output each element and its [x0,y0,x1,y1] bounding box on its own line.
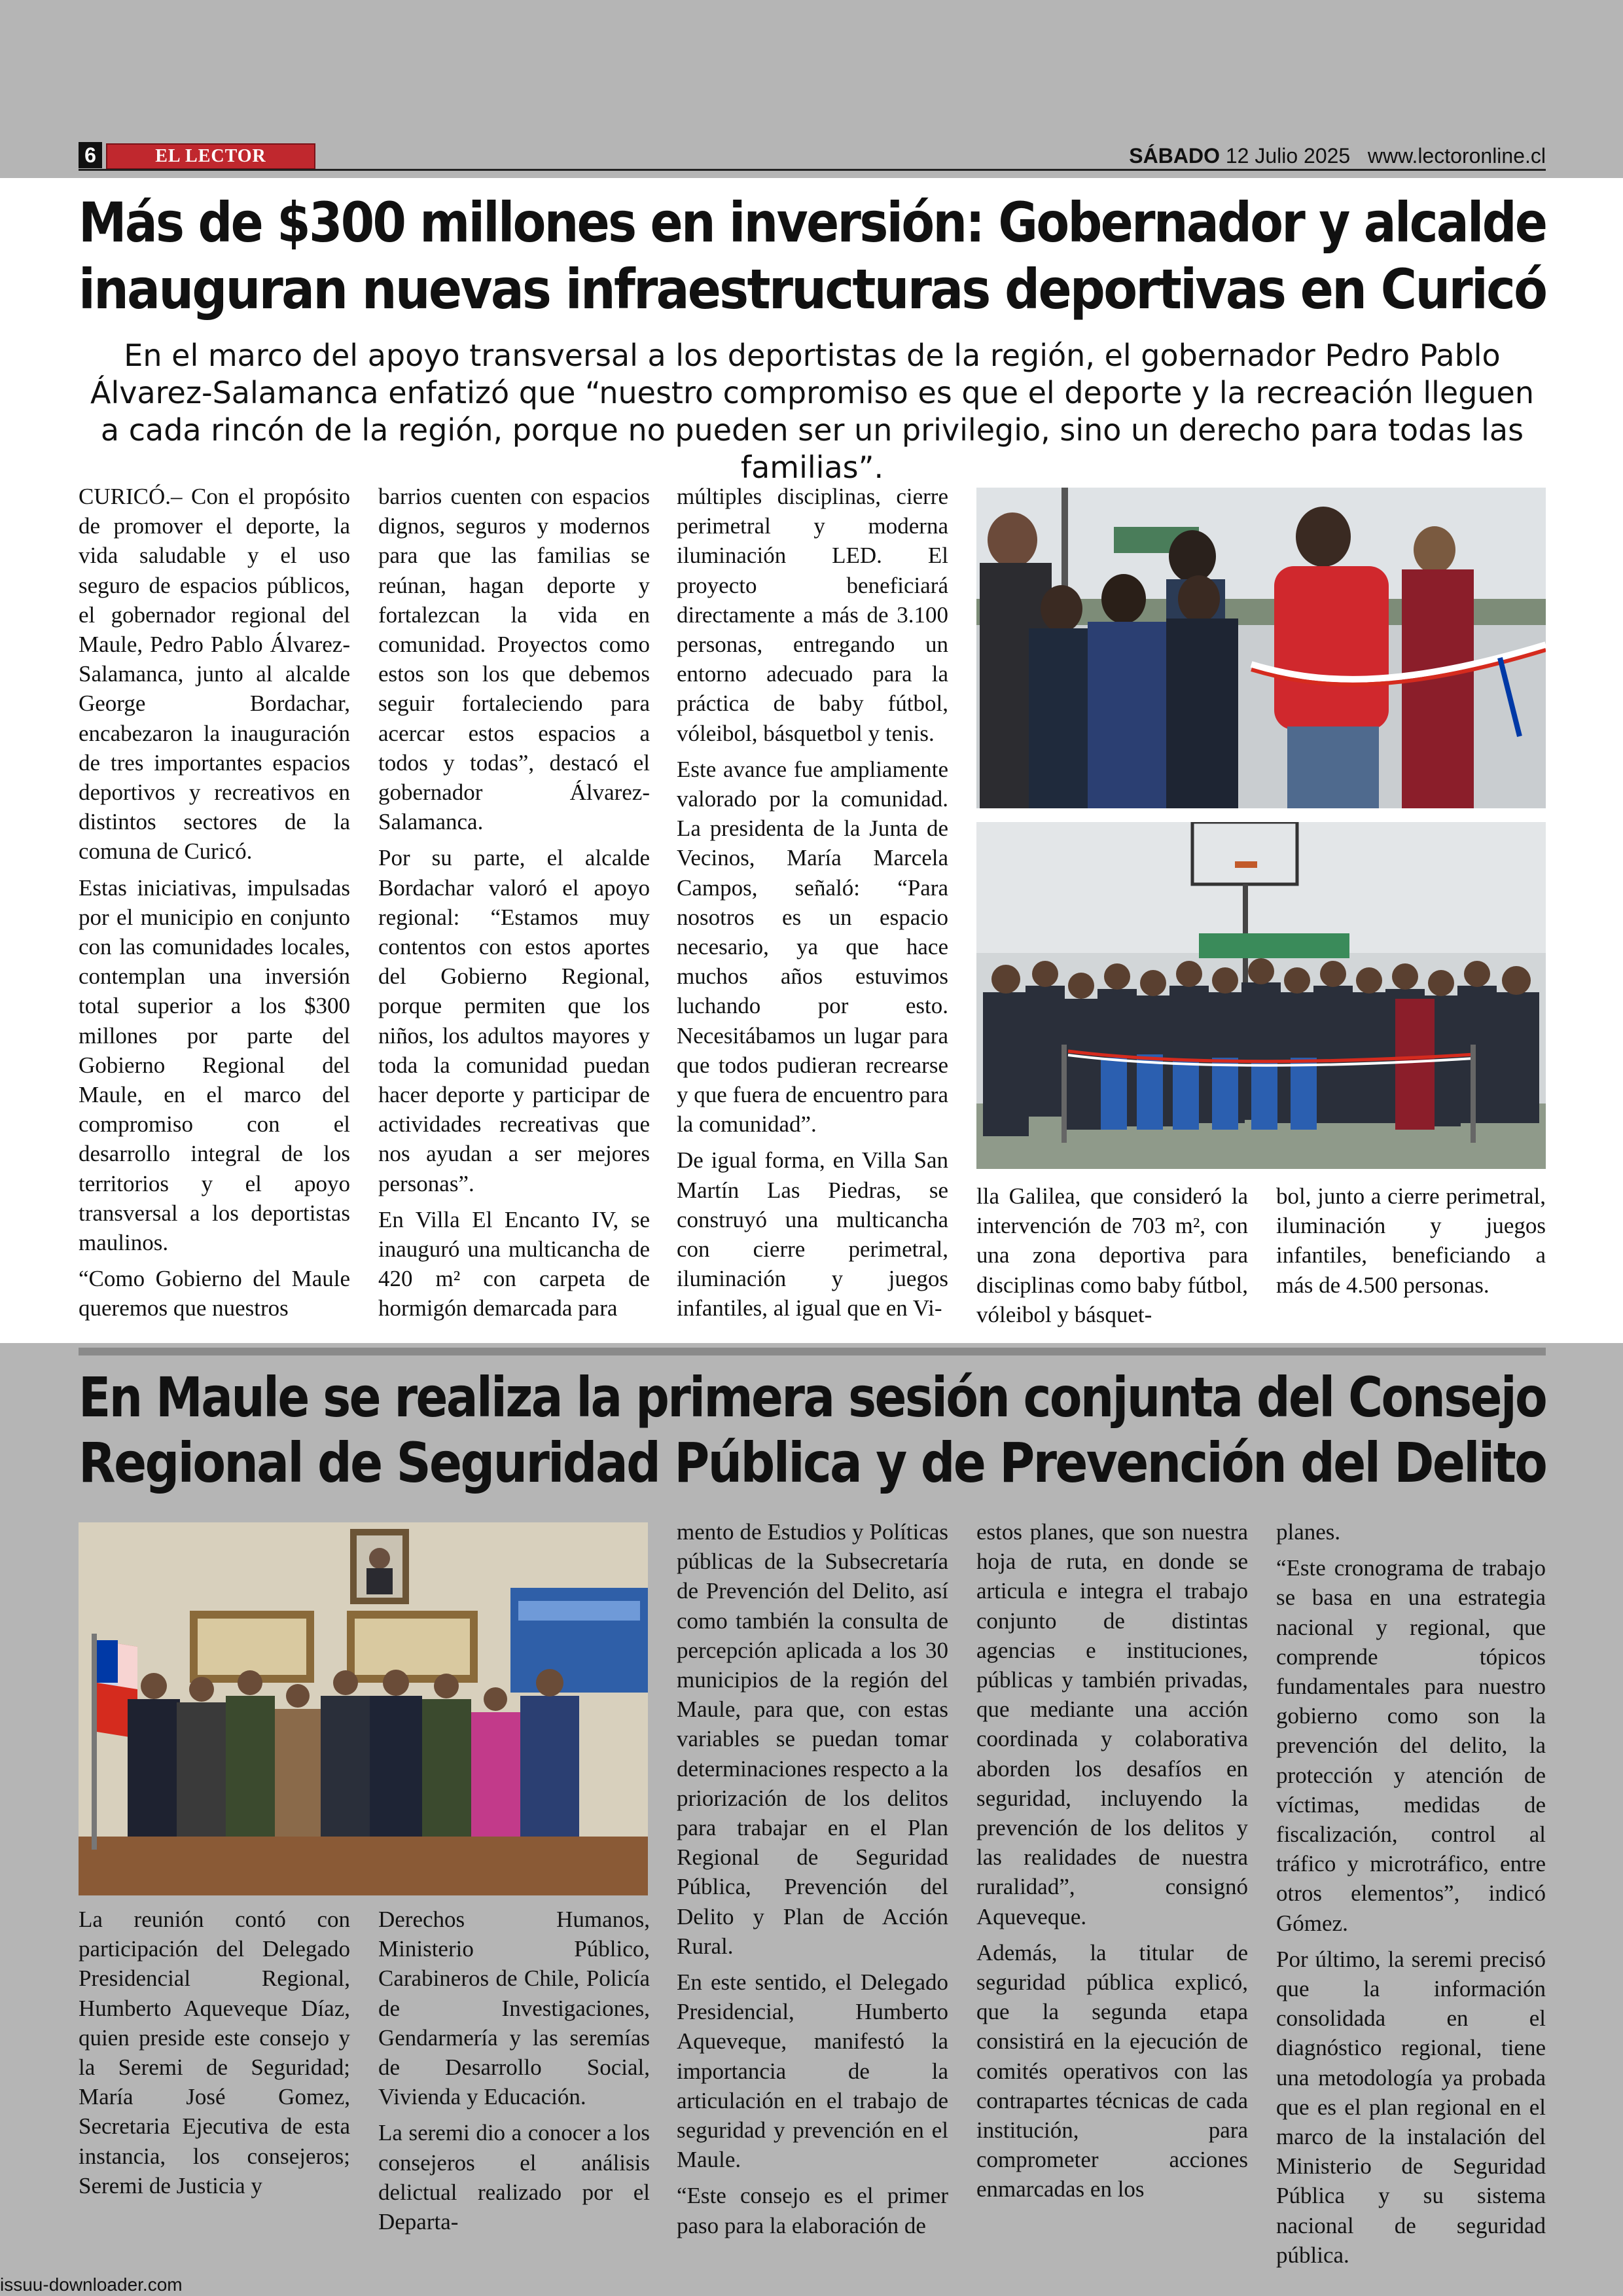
article1-column-5 [1276,1181,1546,1306]
header-rule [79,169,1546,171]
article2-column-2 [378,1905,650,2243]
paragraph: barrios cuenten con espacios dignos, seguros y modernos para que las familias se reúnan, hagan deporte y fortalezcan la vida en comunidad. Proyectos como estos son los que debemos seguir fortaleciendo para acercar estos espacios a todos y todas”, destacó el gobernador Álvarez-Salamanca. [378,484,650,835]
article1-column-4 [976,1181,1248,1336]
paragraph: planes. [1276,1519,1341,1545]
ribbon-cutting-illustration [976,488,1546,808]
paragraph: “Como Gobierno del Maule queremos que nuestros [79,1266,350,1321]
header-dateline [1129,141,1546,171]
header-date: 12 Julio 2025 [1225,144,1351,168]
paragraph: De igual forma, en Villa San Martín Las Piedras, se construyó una multicancha con cierre perimetral, iluminación y juegos infantiles, al igual que en Vi- [677,1147,948,1321]
paragraph: Estas iniciativas, impulsadas por el municipio en conjunto con las comunidades locales, contemplan una inversión total superior a los $300 millones por parte del Gobierno Regional del Maule, en el marco del compromiso con el desarrollo integral de los territorios y el apoyo transversal a los deportistas maulinos. [79,874,350,1256]
group-ribbon-illustration [976,822,1546,1169]
article1-headline-line1: Más de $300 millones en inversión: Gobernador y alcalde [79,190,1546,255]
article2-headline-line2: Regional de Seguridad Pública y de Prevención del Delito [79,1431,1546,1495]
ribbon-cutting-photo [976,488,1546,808]
paragraph: mento de Estudios y Políticas públicas de la Subsecretaría de Prevención del Delito, así como también la consulta de percepción aplicada a los 30 municipios de la región del Maule, para que, con estas variables se puedan tomar determinaciones respecto a la priorización de los delitos para trabajar en el Plan Regional de Seguridad Pública, Prevención del Delito y Plan de Acción Rural. [677,1519,948,1959]
paragraph: Por su parte, el alcalde Bordachar valoró el apoyo regional: “Estamos muy contentos con estos aportes del Gobierno Regional, porque permiten que los niños, los adultos mayores y toda la comunidad puedan hacer deporte y participar de actividades recreativas que nos ayudan a ser mejores personas”. [378,845,650,1196]
paragraph: bol, junto a cierre perimetral, iluminación y juegos infantiles, beneficiando a más de 4.500 personas. [1276,1183,1546,1298]
paragraph: La seremi dio a conocer a los consejeros el análisis delictual realizado por el Departa- [378,2120,650,2235]
source-watermark: issuu-downloader.com [0,2274,183,2295]
council-group-photo [79,1522,648,1895]
paragraph: lla Galilea, que consideró la intervención de 703 m², con una zona deportiva para disciplinas como baby fútbol, vóleibol y básquet- [976,1183,1248,1327]
article1-subheadline: En el marco del apoyo transversal a los deportistas de la región, el gobernador Pedro Pablo Álvarez-Salamanca enfatizó que “nuestro compromiso es que el deporte y la recreación lleguen a cada rincón de la región, porque no pueden ser un privilegio, sino un derecho para todas las familias”. [90,338,1535,485]
paragraph: Además, la titular de seguridad pública explicó, que la segunda etapa consistirá en la ejecución de comités operativos con las contrapartes técnicas de cada institución, para comprometer acciones enmarcadas en los [976,1939,1248,2202]
paragraph: Este avance fue ampliamente valorado por la comunidad. La presidenta de la Junta de Vecinos, María Marcela Campos, señaló: “Para nosotros es un espacio necesario, ya que hace muchos años estuvimos luchando por esto. Necesitábamos un lugar para que todos pudieran recrearse y que fuera de encuentro para la comunidad”. [677,756,948,1138]
paragraph: estos planes, que son nuestra hoja de ruta, en donde se articula e integra el trabajo conjunto de distintas agencias e instituciones, públicas y también privadas, que mediante una acción coordinada y colaborativa aborden los desafíos en seguridad, incluyendo la prevención de los delitos y las realidades de nuestra ruralidad”, consignó Aqueveque. [976,1519,1248,1929]
article1-column-1 [79,482,350,1330]
header-day: SÁBADO [1129,144,1220,168]
article1-column-2 [378,482,650,1330]
paragraph: Derechos Humanos, Ministerio Público, Carabineros de Chile, Policía de Investigaciones, Gendarmería y las seremías de Desarrollo Social, Vivienda y Educación. [378,1907,650,2110]
paragraph: La reunión contó con participación del Delegado Presidencial Regional, Humberto Aqueveque Díaz, quien preside este consejo y la Seremi de Seguridad; María José Gomez, Secretaria Ejecutiva de esta instancia, los consejeros; Seremi de Justicia y [79,1907,350,2198]
page-number: 6 [79,142,102,168]
article2-column-1 [79,1905,350,2207]
article1-headline-line2: inauguran nuevas infraestructuras deportivas en Curicó [79,257,1546,321]
council-group-illustration [79,1522,648,1895]
article2-column-3 [677,1517,948,2247]
paragraph: En Villa El Encanto IV, se inauguró una multicancha de 420 m² con carpeta de hormigón demarcada para [378,1206,650,1321]
paragraph: “Este cronograma de trabajo se basa en una estrategia nacional y regional, que comprende tópicos fundamentales para nuestro gobierno como son la prevención del delito, la protección y atención de víctimas, medidas de fiscalización, control al tráfico y microtráfico, entre otros elementos”, indicó Gómez. [1276,1555,1546,1936]
group-ribbon-photo [976,822,1546,1169]
header-website: www.lectoronline.cl [1367,144,1546,168]
article1-column-3 [677,482,948,1330]
paragraph: CURICÓ.– Con el propósito de promover el deporte, la vida saludable y el uso seguro de espacios públicos, el gobernador regional del Maule, Pedro Pablo Álvarez-Salamanca, junto al alcalde George Bordachar, encabezaron la inauguración de tres importantes espacios deportivos y recreativos en distintos sectores de la comuna de Curicó. [79,484,350,865]
page-header [79,141,1546,172]
paragraph: “Este consejo es el primer paso para la elaboración de [677,2183,948,2238]
article2-column-5 [1276,1517,1546,2276]
paragraph: múltiples disciplinas, cierre perimetral y moderna iluminación LED. El proyecto beneficiará directamente a más de 3.100 personas, entregando un entorno adecuado para la práctica de baby fútbol, vóleibol, básquetbol y tenis. [677,484,948,746]
article2-column-4 [976,1517,1248,2211]
paragraph: Por último, la seremi precisó que la información consolidada en el diagnóstico regional, tiene una metodología ya probada que es el plan regional en el marco de la instalación del Ministerio de Seguridad Pública y su sistema nacional de seguridad pública. [1276,1946,1546,2268]
article2-headline-line1: En Maule se realiza la primera sesión conjunta del Consejo [79,1365,1546,1429]
section-divider [79,1348,1546,1355]
paragraph: En este sentido, el Delegado Presidencial, Humberto Aqueveque, manifestó la importancia de la articulación en el trabajo de seguridad y prevención en el Maule. [677,1969,948,2173]
masthead-logo: EL LECTOR [106,143,315,170]
